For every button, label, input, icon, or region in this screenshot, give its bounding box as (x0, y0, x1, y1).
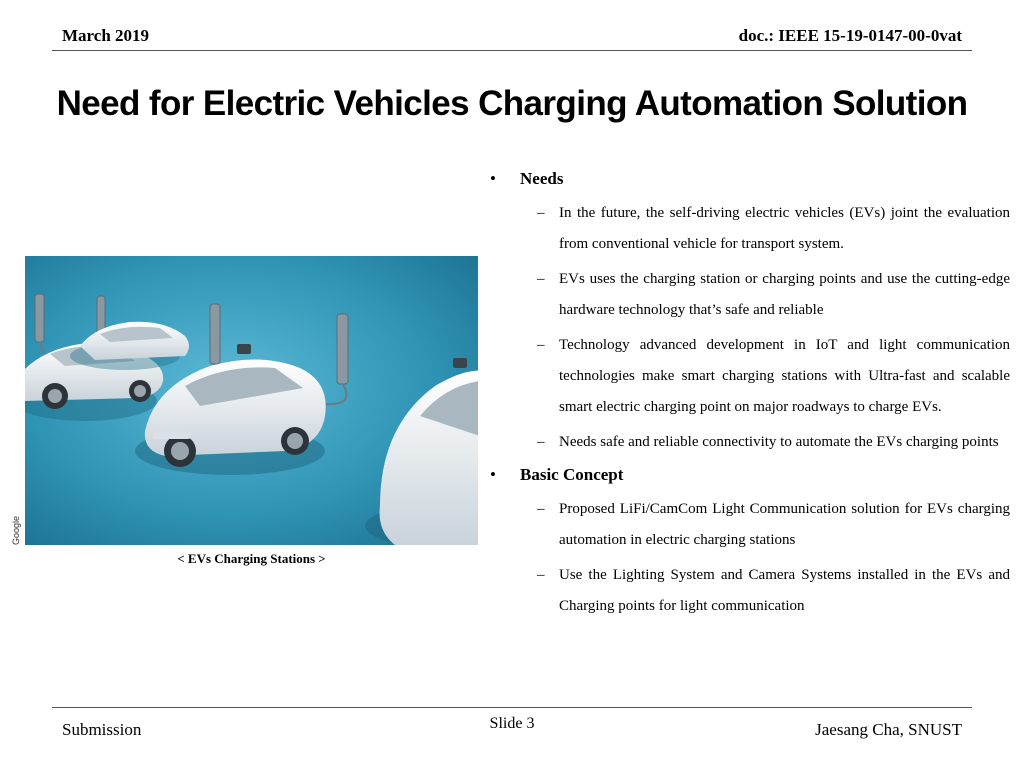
list-item: – Needs safe and reliable connectivity to automate the EVs charging points (559, 427, 1010, 458)
slide-title: Need for Electric Vehicles Charging Automation Solution (56, 84, 968, 123)
section-heading-basic-concept: • Basic Concept (520, 462, 1010, 488)
header-doc-id: doc.: IEEE 15-19-0147-00-0vat (738, 26, 962, 45)
list-item: – In the future, the self-driving electric vehicles (EVs) joint the evaluation from conventional vehicle for transport system. (559, 198, 1010, 260)
slide-number: Slide 3 (489, 715, 535, 732)
footer-author: Jaesang Cha, SNUST (815, 720, 962, 739)
footer-divider (52, 707, 972, 708)
list-item: – Use the Lighting System and Camera Systems installed in the EVs and Charging points for light communication (559, 560, 1010, 622)
header-date: March 2019 (62, 26, 150, 45)
list-item: – EVs uses the charging station or charging points and use the cutting-edge hardware technology that’s safe and reliable (559, 264, 1010, 326)
image-credit: Google (11, 515, 21, 545)
list-item: – Technology advanced development in IoT and light communication technologies make smart charging stations with Ultra-fast and scalable smart electric charging point on major roadways to charge EVs. (559, 330, 1010, 423)
ev-charging-photo (25, 256, 478, 545)
header-divider (52, 50, 972, 51)
footer-submission: Submission (62, 720, 142, 739)
figure-caption: < EVs Charging Stations > (177, 551, 326, 566)
list-item: – Proposed LiFi/CamCom Light Communication solution for EVs charging automation in electric charging stations (559, 494, 1010, 556)
content-bullets (490, 166, 1010, 626)
section-heading-needs: • Needs (520, 166, 1010, 192)
